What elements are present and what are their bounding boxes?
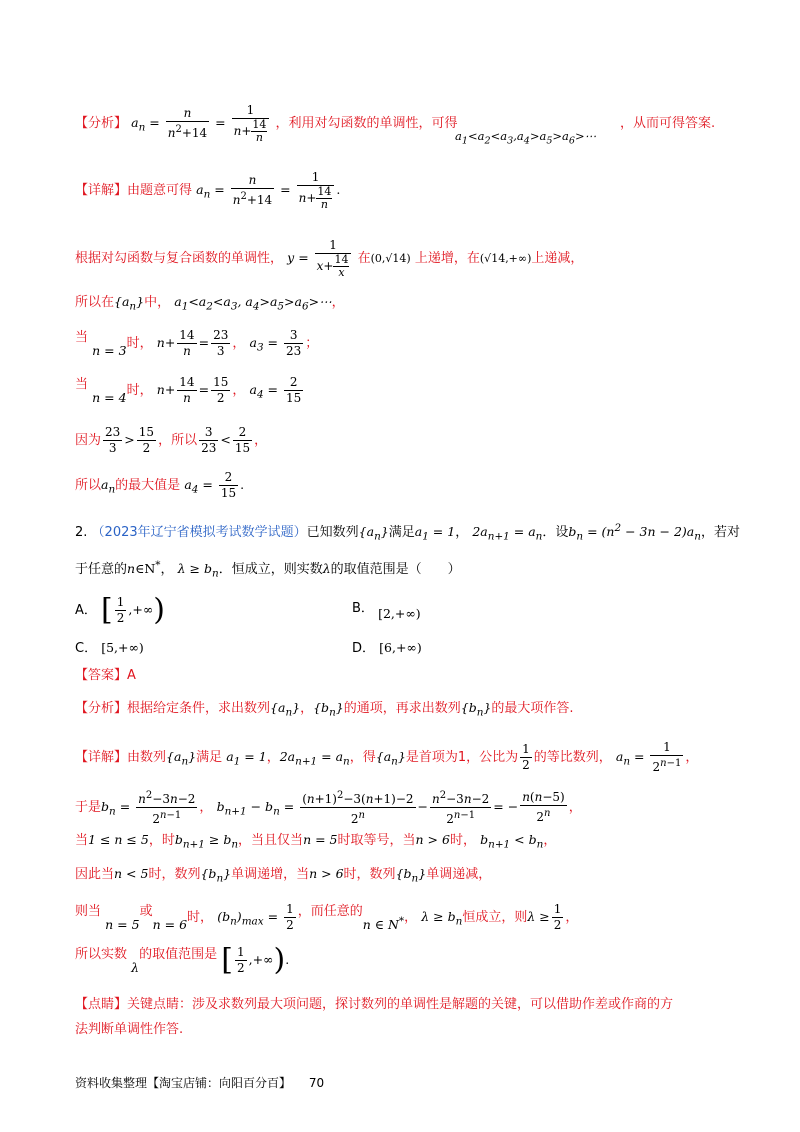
then-line: 则当 n = 5或n = 6时， $(b_n)_{max}$ = $\frac{1}{2}$ ，而任意的n ∈ N*， $\lambda \ge b_n$恒成立，则λ ≥ $\frac{1}{2}$ ， xyxy=(75,902,579,932)
problem-text-3: ， xyxy=(455,525,469,541)
tip-line-2: 法判断单调性作答. xyxy=(75,1022,184,1037)
n4-text-2: 时， xyxy=(126,383,153,398)
dang-text-1: 当 xyxy=(75,833,89,848)
page-number: 70 xyxy=(308,1076,325,1090)
because-text-3: ， xyxy=(254,433,268,448)
analysis2-tag: 【分析】 xyxy=(75,701,128,716)
then-text-4: ，而任意的 xyxy=(297,904,363,919)
range-text-2: 的取值范围是 xyxy=(139,947,218,962)
detail-end: . xyxy=(336,182,341,197)
yushi-line: 于是$b_n$ = $\frac{n^2-3n-2}{2^{n-1}}$ ， $b_{n+1} - b_n$ = $\frac{(n+1)^2-3(n+1)-2}{2^n}$ − $\frac{n^2-3n-2}{2^{n-1}}$ = − $\frac{n(n-5)}{2^n}$ ， xyxy=(75,790,582,826)
answer-value: A xyxy=(127,668,136,683)
n3-text-1: 当 xyxy=(75,330,89,345)
analysis-tag: 【分析】 xyxy=(75,116,128,131)
detail2-text-6: 的等比数列， xyxy=(533,750,612,765)
therefore-text-3: 单调递增，当 xyxy=(231,867,310,882)
then-text-6: 恒成立，则 xyxy=(462,910,528,925)
detail2-tag: 【详解】 xyxy=(75,750,128,765)
problem-text-5: ，若对 xyxy=(700,525,740,541)
problem-line2-text-2: ， xyxy=(160,562,174,578)
answer-line xyxy=(75,666,136,686)
then-text-3: 时， xyxy=(187,910,214,925)
option-a[interactable]: A． [ $\frac{1}{2}$ ,+∞) xyxy=(75,592,165,628)
footer-text: 资料收集整理【淘宝店铺：向阳百分百】 xyxy=(75,1076,292,1090)
according-text-3: 上递增，在 xyxy=(414,251,480,266)
dang-text-2: ，时 xyxy=(148,833,175,848)
detail-2-line: 【详解】由数列$\{a_n\}$满足 $a_1 = 1$，$2a_{n+1} = a_n$，得$\{a_n\}$是首项为1，公比为 $\frac{1}{2}$ 的等比数列， $a_n$ = $\frac{1}{2^{n-1}}$ ， xyxy=(75,740,699,774)
dang-text-5: 时， xyxy=(449,833,476,848)
therefore-text-5: 单调递减， xyxy=(426,867,492,882)
analysis-text-2: ，从而可得答案. xyxy=(620,116,716,131)
therefore-text-4: 时，数列 xyxy=(343,867,396,882)
because-text-1: 因为 xyxy=(75,433,102,448)
yushi-end: ， xyxy=(568,800,582,815)
analysis-2-line: 【分析】根据给定条件，求出数列$\{a_n\}$，$\{b_n\}$的通项，再求出数列$\{b_n\}$的最大项作答. xyxy=(75,700,574,719)
option-a-label: A． xyxy=(75,603,97,618)
according-line: 根据对勾函数与复合函数的单调性， y = 1 x+ $\frac{14}{x}$ 在(0,√14) 上递增，在(√14,+∞)上递减， xyxy=(75,238,584,279)
detail2-text-4: ，得 xyxy=(349,750,376,765)
therefore-line: 因此当n < 5时，数列$\{b_n\}$单调递增，当n > 6时，数列$\{b_n\}$单调递减， xyxy=(75,866,492,885)
option-d[interactable]: D． [6,+∞) xyxy=(352,640,422,656)
range-end: . xyxy=(285,952,290,967)
detail2-text-3: ， xyxy=(266,750,280,765)
max-end: . xyxy=(240,477,245,492)
n4-text-1: 当 xyxy=(75,377,89,392)
problem-line2-text-3: ．恒成立，则实数 xyxy=(218,562,323,578)
option-c[interactable]: C． [5,+∞) xyxy=(75,640,144,656)
analysis-text-1: ，利用对勾函数的单调性，可得 xyxy=(275,116,458,131)
therefore-text-2: 时，数列 xyxy=(148,867,201,882)
problem-line2-text-1: 于任意的 xyxy=(75,562,128,578)
analysis-ineq: $a_1<a_2<a_3,a_4>a_5>a_6>\cdots$ xyxy=(455,129,597,147)
option-c-label: C． xyxy=(75,641,98,656)
tip-line-1 xyxy=(75,995,673,1015)
then-text-2: 或 xyxy=(139,904,153,919)
problem-2-line-1: 2. （2023年辽宁省模拟考试数学试题）已知数列$\{a_n\}$满足$a_1 = 1$， $2a_{n+1} = a_n$．设$b_n = (n^2 - 3n - 2)a_n$，若对 xyxy=(75,522,740,543)
problem-2-line-2: 于任意的n∈N*， $\lambda \ge b_n$．恒成立，则实数λ的取值范围是（ ） xyxy=(75,559,461,580)
n4-line: 当 n = 4时， n+ $\frac{14}{n}$ = $\frac{15}{2}$ ， $a_4$ = $\frac{2}{15}$ xyxy=(75,375,302,405)
problem-text-1: 已知数列 xyxy=(306,525,359,541)
max-text-1: 所以 xyxy=(75,478,102,493)
so-text-2: 中， xyxy=(144,295,171,310)
analysis2-text-1: 根据给定条件，求出数列 xyxy=(127,701,271,716)
max-text-2: 的最大值是 xyxy=(115,478,181,493)
according-text-2: 在 xyxy=(357,251,371,266)
option-b[interactable]: B． [2,+∞) xyxy=(352,601,421,621)
yushi-text-1: 于是 xyxy=(75,800,102,815)
analysis-line-1: 【分析】 $a_n$ = $\frac{n}{n^2+14}$ = 1 n+ $\frac{14}{n}$ ，利用对勾函数的单调性，可得 xyxy=(75,103,458,144)
analysis2-text-3: 的通项，再求出数列 xyxy=(343,701,461,716)
n3-line: 当 n = 3时， n+ $\frac{14}{n}$ = $\frac{23}{3}$ ， $a_3$ = $\frac{3}{23}$ ； xyxy=(75,328,319,358)
so-line: 所以在$\{a_n\}$中， $a_1<a_2<a_3$, $a_4>a_5>a_6>\cdots$， xyxy=(75,294,345,313)
then-text-7: ， xyxy=(565,910,579,925)
max-line: 所以$a_n$的最大值是 $a_4$ = $\frac{2}{15}$ . xyxy=(75,470,245,500)
tip-tag: 【点睛】 xyxy=(75,997,128,1012)
n3-text-2: 时， xyxy=(126,336,153,351)
problem-text-4: ．设 xyxy=(542,525,569,541)
analysis2-text-4: 的最大项作答. xyxy=(491,701,574,716)
dang-line: 当1 ≤ n ≤ 5，时$b_{n+1} \ge b_n$，当且仅当n = 5时取等号，当n > 6时， $b_{n+1} < b_n$， xyxy=(75,832,557,851)
detail2-text-5: 是首项为1，公比为 xyxy=(405,750,519,765)
then-text-1: 则当 xyxy=(75,904,102,919)
option-b-label: B． xyxy=(352,601,374,616)
dang-text-4: 时取等号，当 xyxy=(337,833,416,848)
therefore-text-1: 因此当 xyxy=(75,867,115,882)
range-text-1: 所以实数 xyxy=(75,947,128,962)
problem-line2-text-4: 的取值范围是（ ） xyxy=(330,562,461,578)
detail2-text-7: ， xyxy=(685,750,699,765)
detail2-text-1: 由数列 xyxy=(127,750,167,765)
because-text-2: ，所以 xyxy=(158,433,198,448)
then-text-5: ， xyxy=(404,910,418,925)
detail-line-1: 【详解】由题意可得 $a_n$ = $\frac{n}{n^2+14}$ = 1 n+ $\frac{14}{n}$ . xyxy=(75,170,341,211)
tip-text-1: 关键点睛：涉及求数列最大项问题，探讨数列的单调性是解题的关键，可以借助作差或作商的方 xyxy=(127,997,674,1012)
detail-text-1: 由题意可得 xyxy=(127,183,193,198)
according-text-1: 根据对勾函数与复合函数的单调性， xyxy=(75,251,284,266)
detail2-text-2: 满足 xyxy=(196,750,223,765)
option-d-label: D． xyxy=(352,641,376,656)
dang-text-3: ，当且仅当 xyxy=(238,833,304,848)
problem-source: （2023年辽宁省模拟考试数学试题） xyxy=(91,525,307,541)
analysis2-text-2: ， xyxy=(300,701,314,716)
because-line: 因为 $\frac{23}{3}$ > $\frac{15}{2}$ ，所以 $\frac{3}{23}$ < $\frac{2}{15}$ ， xyxy=(75,425,268,455)
problem-number: 2. xyxy=(75,525,88,541)
problem-text-2: 满足 xyxy=(388,525,415,541)
footer xyxy=(75,1074,324,1091)
according-text-4: 上递减， xyxy=(531,251,584,266)
range-line: 所以实数 λ的取值范围是 [ $\frac{1}{2}$ ,+∞). xyxy=(75,942,290,978)
dang-text-6: ， xyxy=(543,833,557,848)
so-text-1: 所以在 xyxy=(75,295,115,310)
answer-tag: 【答案】 xyxy=(75,668,128,683)
detail-tag: 【详解】 xyxy=(75,183,128,198)
